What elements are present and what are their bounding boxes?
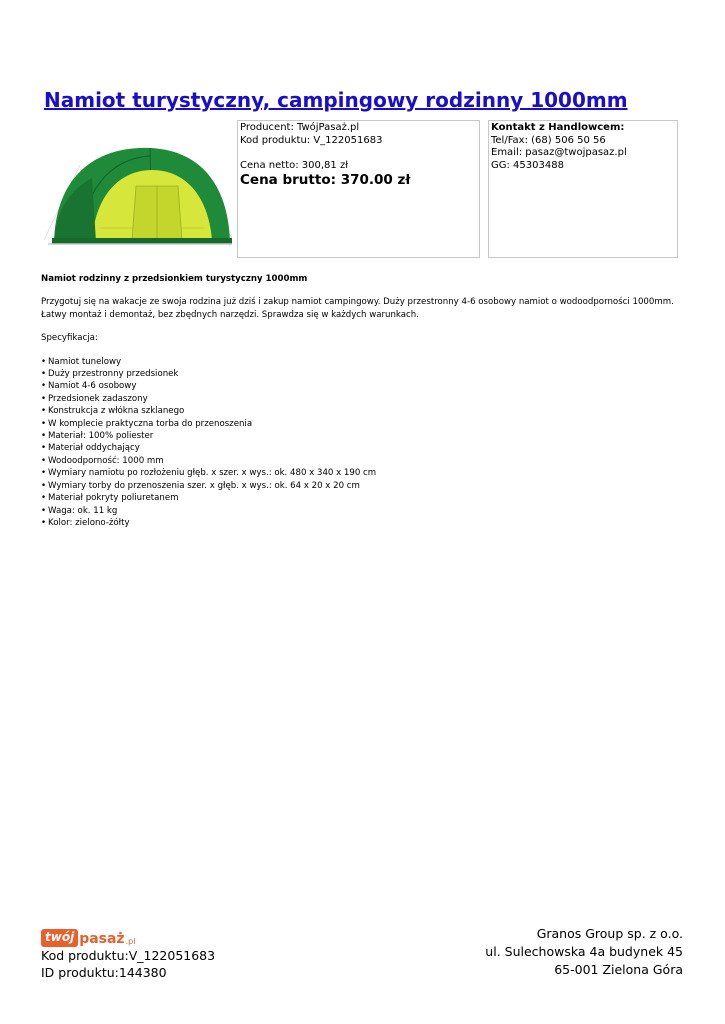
spec-label: Specyfikacja:: [41, 333, 98, 344]
twojpasaz-logo: [41, 924, 215, 947]
price-info-box: [237, 120, 480, 258]
spec-item: • Namiot 4-6 osobowy: [41, 380, 686, 392]
spec-item: • Konstrukcja z włókna szklanego: [41, 405, 686, 417]
description-text: Przygotuj się na wakacje ze swoja rodzina już dziś i zakup namiot campingowy. Duży przestronny 4-6 osobowy namiot o wodoodporności 1000mm. Łatwy montaż i demontaż, bez zbędnych narzędzi. Sprawdza się w każdych warunkach.: [41, 297, 674, 320]
footer-left: [41, 924, 215, 981]
contact-gg: GG: 45303488: [491, 159, 564, 171]
spec-item: • Waga: ok. 11 kg: [41, 505, 686, 517]
spec-item: • W komplecie praktyczna torba do przenoszenia: [41, 418, 686, 430]
product-title-link[interactable]: Namiot turystyczny, campingowy rodzinny 1000mm: [44, 88, 628, 112]
logo-suffix-text: .pl: [125, 937, 136, 946]
product-description: [41, 273, 686, 529]
footer-address: [485, 925, 683, 979]
spec-item: • Wymiary torby do przenoszenia szer. x głęb. x wys.: ok. 64 x 20 x 20 cm: [41, 480, 686, 492]
company-city: 65-001 Zielona Góra: [554, 962, 683, 977]
footer-product-id: ID produktu:144380: [41, 965, 167, 980]
spec-list: [41, 356, 686, 530]
spec-item: • Duży przestronny przedsionek: [41, 368, 686, 380]
spec-item: • Materiał pokryty poliuretanem: [41, 492, 686, 504]
company-street: ul. Sulechowska 4a budynek 45: [485, 944, 683, 959]
product-image: [40, 120, 234, 259]
producer-text: Producent: TwójPasaż.pl: [240, 122, 360, 133]
spacer: [240, 147, 477, 160]
net-price-text: Cena netto: 300,81 zł: [240, 159, 349, 171]
product-header-table: [40, 120, 679, 260]
spec-item: • Przedsionek zadaszony: [41, 393, 686, 405]
logo-main-text: pasaż: [79, 931, 125, 947]
description-subtitle: Namiot rodzinny z przedsionkiem turystyczny 1000mm: [41, 274, 308, 284]
product-code-text: Kod produktu: V_122051683: [240, 134, 383, 146]
tent-illustration: [40, 120, 234, 259]
spec-item: • Kolor: zielono-żółty: [41, 517, 686, 529]
gross-price-text: Cena brutto: 370.00 zł: [240, 172, 411, 188]
spec-item: • Materiał: 100% poliester: [41, 430, 686, 442]
footer-product-code: Kod produktu:V_122051683: [41, 948, 216, 963]
spec-item: • Wymiary namiotu po rozłożeniu głęb. x szer. x wys.: ok. 480 x 340 x 190 cm: [41, 467, 686, 479]
spec-item: • Materiał oddychający: [41, 442, 686, 454]
logo-box-text: twój: [41, 929, 78, 947]
company-name: Granos Group sp. z o.o.: [536, 926, 683, 941]
contact-email: Email: pasaz@twojpasaz.pl: [491, 147, 627, 158]
spec-item: • Wodoodporność: 1000 mm: [41, 455, 686, 467]
contact-phone: Tel/Fax: (68) 506 50 56: [491, 134, 606, 146]
contact-box: [488, 120, 678, 258]
spec-item: • Namiot tunelowy: [41, 356, 686, 368]
contact-heading: Kontakt z Handlowcem:: [491, 122, 625, 133]
